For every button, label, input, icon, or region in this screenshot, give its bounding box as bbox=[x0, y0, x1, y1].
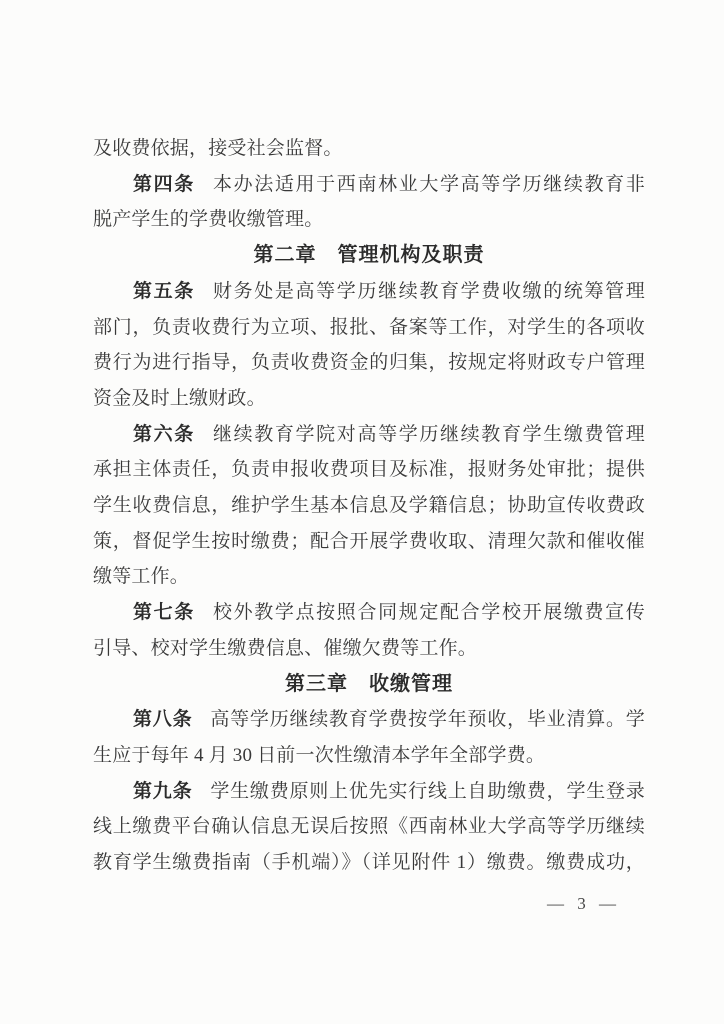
article-5-first-line bbox=[93, 274, 645, 310]
article-7-label: 第七条 bbox=[133, 602, 195, 624]
article-7-first-line bbox=[93, 595, 645, 631]
paragraph-line: 生应于每年 4 月 30 日前一次性缴清本学年全部学费。 bbox=[93, 744, 546, 766]
article-5-label: 第五条 bbox=[133, 280, 195, 302]
article-8-first-line bbox=[93, 702, 645, 738]
paragraph-line: 缴等工作。 bbox=[93, 566, 190, 588]
paragraph-line: 脱产学生的学费收缴管理。 bbox=[93, 209, 324, 231]
paragraph-line: 教育学生缴费指南（手机端）》（详见附件 1）缴费。缴费成功， bbox=[93, 852, 645, 874]
paragraph-line: 线上缴费平台确认信息无误后按照《西南林业大学高等学历继续 bbox=[93, 816, 645, 838]
article-9-text: 学生缴费原则上优先实行线上自助缴费，学生登录 bbox=[210, 780, 645, 802]
chapter-3-heading: 第三章 收缴管理 bbox=[285, 672, 453, 695]
paragraph-line: 策，督促学生按时缴费；配合开展学费收取、清理欠款和催收催 bbox=[93, 530, 645, 552]
paragraph-line: 学生收费信息，维护学生基本信息及学籍信息；协助宣传收费政 bbox=[93, 495, 645, 517]
paragraph-line: 部门，负责收费行为立项、报批、备案等工作，对学生的各项收 bbox=[93, 316, 645, 338]
paragraph-line: 及收费依据，接受社会监督。 bbox=[93, 138, 343, 159]
article-4-label: 第四条 bbox=[133, 173, 195, 195]
article-7-text: 校外教学点按照合同规定配合学校开展缴费宣传 bbox=[212, 602, 645, 624]
article-9-first-line bbox=[93, 774, 645, 810]
page-footer bbox=[93, 894, 645, 914]
article-6-first-line bbox=[93, 417, 645, 453]
article-6-label: 第六条 bbox=[133, 423, 195, 445]
paragraph-line: 费行为进行指导，负责收费资金的归集，按规定将财政专户管理 bbox=[93, 352, 645, 374]
article-5-text: 财务处是高等学历继续教育学费收缴的统筹管理 bbox=[212, 280, 645, 302]
article-6-text: 继续教育学院对高等学历继续教育学生缴费管理 bbox=[212, 423, 645, 445]
article-4-first-line bbox=[93, 167, 645, 203]
paragraph-line: 承担主体责任，负责申报收费项目及标准，报财务处审批；提供 bbox=[93, 459, 645, 481]
article-4-text: 本办法适用于西南林业大学高等学历继续教育非 bbox=[212, 173, 645, 195]
paragraph-line: 引导、校对学生缴费信息、催缴欠费等工作。 bbox=[93, 637, 478, 659]
chapter-2-heading: 第二章 管理机构及职责 bbox=[253, 244, 485, 267]
article-8-label: 第八条 bbox=[133, 709, 193, 731]
article-8-text: 高等学历继续教育学费按学年预收，毕业清算。学 bbox=[210, 709, 645, 731]
document-body bbox=[93, 131, 645, 914]
paragraph-line: 资金及时上缴财政。 bbox=[93, 387, 266, 409]
page-number: — 3 — bbox=[547, 893, 617, 913]
article-9-label: 第九条 bbox=[133, 780, 193, 802]
